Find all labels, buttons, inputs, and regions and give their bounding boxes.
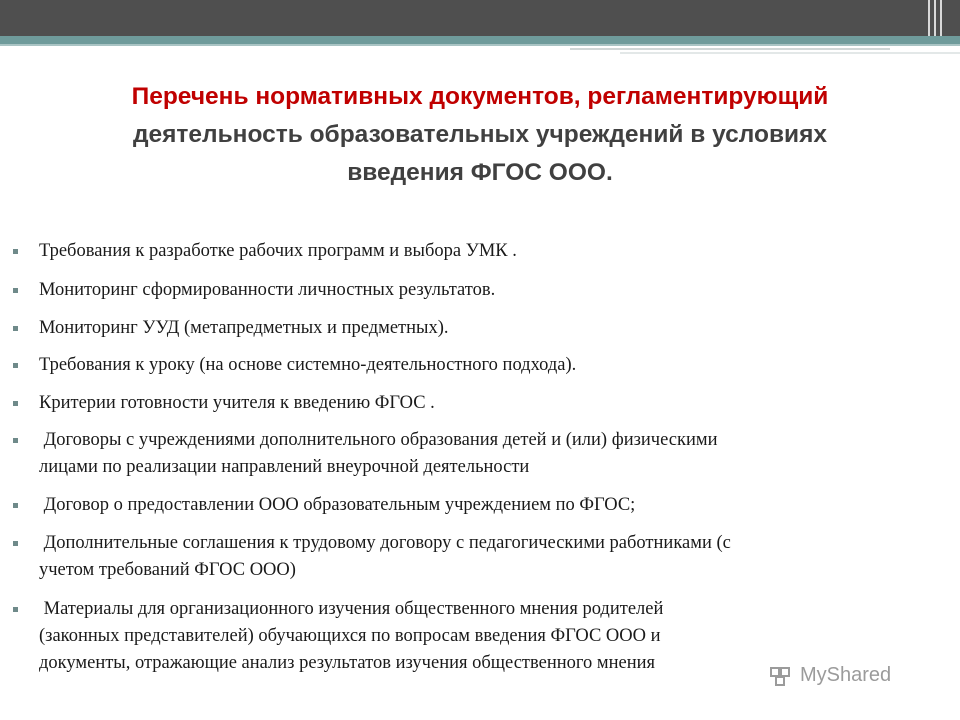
- header-stripes: [928, 0, 952, 36]
- list-item: [10, 277, 495, 304]
- bullet-icon: [13, 607, 18, 612]
- slide-title: [40, 78, 920, 192]
- teal-thin-line: [0, 44, 960, 46]
- accent-line-secondary: [620, 52, 960, 54]
- list-item-line: (законных представителей) обучающихся по вопросам введения ФГОС ООО и: [39, 626, 661, 646]
- stripe: [928, 0, 930, 36]
- list-item: [10, 352, 576, 379]
- bullet-icon: [13, 503, 18, 508]
- accent-line: [570, 48, 890, 50]
- title-line-1: Перечень нормативных документов, регламентирующий: [131, 83, 829, 110]
- bullet-icon: [13, 288, 18, 293]
- title-line-3: введения ФГОС ООО.: [347, 159, 613, 186]
- bullet-icon: [13, 401, 18, 406]
- teal-band: [0, 36, 960, 44]
- stripe: [940, 0, 942, 36]
- bullet-icon: [13, 438, 18, 443]
- list-item: [10, 427, 718, 481]
- list-item: [10, 492, 635, 519]
- list-item-line: Требования к разработке рабочих программ и выбора УМК .: [39, 241, 517, 261]
- list-item: [10, 315, 448, 342]
- list-item-line: Мониторинг УУД (метапредметных и предметных).: [39, 318, 449, 338]
- title-line-2: деятельность образовательных учреждений в условиях: [132, 121, 828, 148]
- list-item: [10, 238, 517, 265]
- list-item-line: документы, отражающие анализ результатов изучения общественного мнения: [39, 653, 656, 673]
- list-item-line: учетом требований ФГОС ООО): [39, 560, 296, 580]
- list-item-line: Критерии готовности учителя к введению ФГОС .: [39, 393, 435, 413]
- myshared-logo-icon: [768, 662, 794, 688]
- list-item: [10, 596, 663, 677]
- bullet-icon: [13, 363, 18, 368]
- list-item-line: Договор о предоставлении ООО образовательным учреждением по ФГОС;: [39, 495, 636, 515]
- list-item-line: Требования к уроку (на основе системно-деятельностного подхода).: [39, 355, 577, 375]
- list-item-line: Мониторинг сформированности личностных результатов.: [39, 280, 496, 300]
- watermark-text: MyShared: [800, 663, 892, 686]
- list-item-line: Материалы для организационного изучения общественного мнения родителей: [39, 599, 664, 619]
- list-item-line: лицами по реализации направлений внеурочной деятельности: [39, 457, 530, 477]
- list-item: [10, 390, 435, 417]
- bullet-icon: [13, 249, 18, 254]
- list-item-line: Договоры с учреждениями дополнительного образования детей и (или) физическими: [39, 430, 718, 450]
- watermark: [768, 662, 891, 688]
- bullet-icon: [13, 326, 18, 331]
- stripe: [934, 0, 936, 36]
- bullet-icon: [13, 541, 18, 546]
- header-bar: [0, 0, 960, 36]
- list-item-line: Дополнительные соглашения к трудовому договору с педагогическими работниками (с: [39, 533, 731, 553]
- list-item: [10, 530, 731, 584]
